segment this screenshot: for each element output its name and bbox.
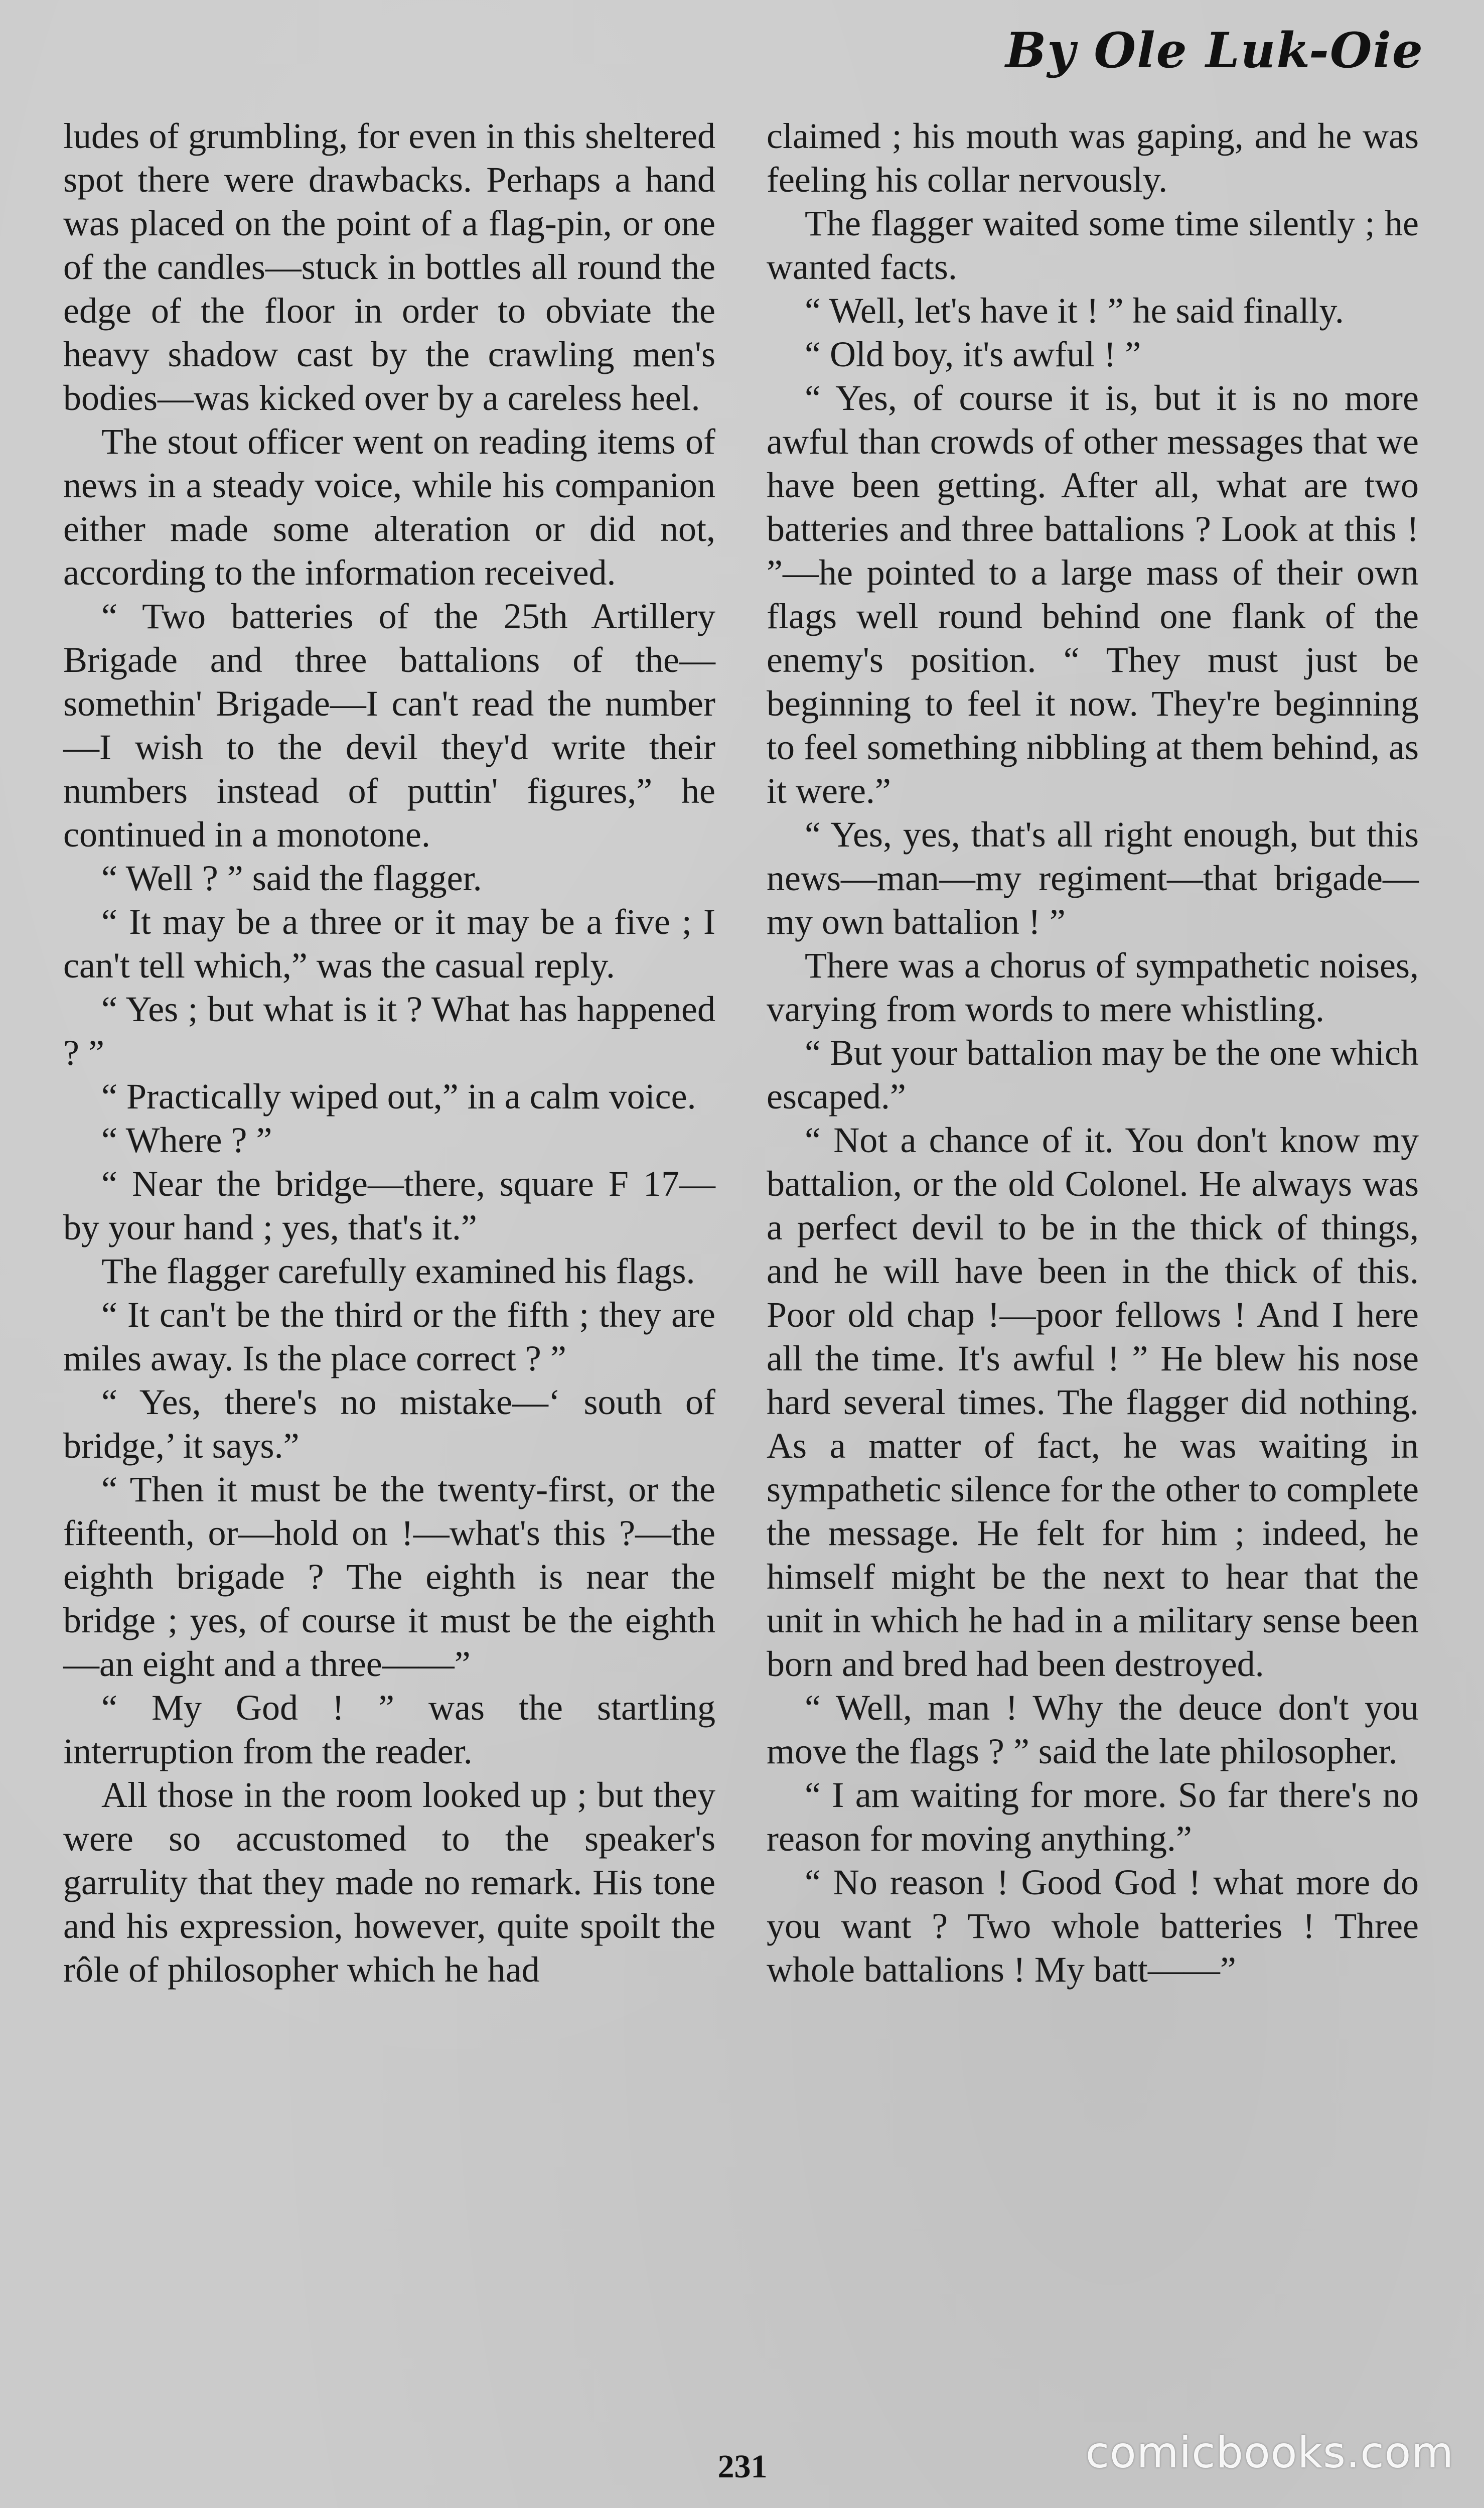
right-column [767,114,1419,1992]
running-head: By Ole Luk-Oie [1005,22,1424,79]
paragraph: “ But your battalion may be the one which escaped.” [767,1033,1419,1117]
paragraph: “ Yes ; but what is it ? What has happened ? ” [63,989,715,1073]
paragraph: “ Well ? ” said the flagger. [101,858,482,898]
paragraph: ludes of grumbling, for even in this sheltered spot there were drawbacks. Perhaps a hand was placed on the point of a flag-pin, or one of the candles—stuck in bottles all round the edge of the floor in order to obviate the heavy shadow cast by the crawling men's bodies—was kicked over by a careless heel. [63,116,715,418]
left-column [63,114,715,1992]
paragraph: claimed ; his mouth was gaping, and he was feeling his collar nervously. [767,116,1419,200]
watermark-text: comicbooks.com [1085,2428,1454,2478]
paragraph: The flagger carefully examined his flags. [101,1251,695,1291]
paragraph: “ It can't be the third or the fifth ; they are miles away. Is the place correct ? ” [63,1295,715,1378]
paragraph: “ No reason ! Good God ! what more do you want ? Two whole batteries ! Three whole battalions ! My batt——” [767,1862,1419,1990]
paragraph: “ Where ? ” [101,1120,272,1160]
paragraph: The flagger waited some time silently ; he wanted facts. [767,203,1419,287]
paragraph: “ It may be a three or it may be a five ; I can't tell which,” was the casual reply. [63,902,715,986]
paragraph: “ Near the bridge—there, square F 17—by your hand ; yes, that's it.” [63,1164,715,1247]
paragraph: “ Yes, of course it is, but it is no more awful than crowds of other messages that we have been getting. After all, what are two batteries and three battalions ? Look at this ! ”—he pointed to a large mass of their own flags well round behind one flank of the enemy's position. “ They must just be beginning to feel it now. They're beginning to feel something nibbling at them behind, as it were.” [767,378,1419,811]
paragraph: “ My God ! ” was the startling interruption from the reader. [63,1688,715,1771]
paragraph: “ Well, let's have it ! ” he said finally. [805,291,1344,331]
paragraph: There was a chorus of sympathetic noises, varying from words to mere whistling. [767,945,1419,1029]
page-number: 231 [717,2448,768,2485]
paragraph: “ Old boy, it's awful ! ” [805,334,1141,374]
paragraph: “ Well, man ! Why the deuce don't you move the flags ? ” said the late philosopher. [767,1688,1419,1771]
paragraph: “ I am waiting for more. So far there's no reason for moving anything.” [767,1775,1419,1859]
paragraph: “ Yes, there's no mistake—‘ south of bridge,’ it says.” [63,1382,715,1466]
paragraph: “ Two batteries of the 25th Artillery Brigade and three battalions of the—somethin' Brigade—I can't read the number—I wish to the devil they'd write their numbers instead of puttin' figures,” he continued in a monotone. [63,596,715,855]
paragraph: “ Yes, yes, that's all right enough, but this news—man—my regiment—that brigade—my own battalion ! ” [767,814,1419,942]
paragraph: “ Not a chance of it. You don't know my battalion, or the old Colonel. He always was a perfect devil to be in the thick of things, and he will have been in the thick of this. Poor old chap !—poor fellows ! And I here all the time. It's awful ! ” He blew his nose hard several times. The flagger did nothing. As a matter of fact, he was waiting in sympathetic silence for the other to complete the message. He felt for him ; indeed, he himself might be the next to hear that the unit in which he had in a military sense been born and bred had been destroyed. [767,1120,1419,1684]
paragraph: “ Then it must be the twenty-first, or the fifteenth, or—hold on !—what's this ?—the eighth brigade ? The eighth is near the bridge ; yes, of course it must be the eighth—an eight and a three——” [63,1469,715,1684]
paragraph: The stout officer went on reading items of news in a steady voice, while his companion either made some alteration or did not, according to the information received. [63,422,715,593]
paragraph: All those in the room looked up ; but they were so accustomed to the speaker's garrulity that they made no remark. His tone and his expression, however, quite spoilt the rôle of philosopher which he had [63,1775,715,1990]
paragraph: “ Practically wiped out,” in a calm voice. [101,1076,696,1117]
